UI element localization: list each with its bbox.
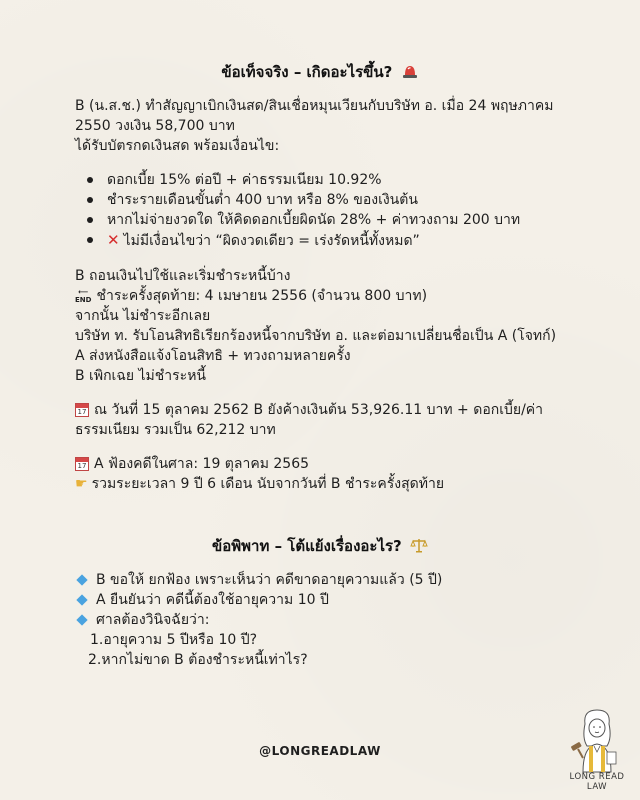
bullet-dot — [87, 217, 93, 223]
outstanding-debt-line: 17 ณ วันที่ 15 ตุลาคม 2562 B ยังค้างเงินต้น 53,926.11 บาท + ดอกเบี้ย/ค่า — [75, 400, 543, 420]
facts-intro-line-1: B (น.ส.ช.) ทำสัญญาเบิกเงินสด/สินเชื่อหมุนเวียนกับบริษัท อ. เมื่อ 24 พฤษภาคม — [75, 98, 554, 114]
facts-intro-line-2: 2550 วงเงิน 58,700 บาท — [75, 118, 235, 134]
bullet-dot — [87, 177, 93, 183]
question-2: 2.หากไม่ขาด B ต้องชำระหนี้เท่าไร? — [88, 652, 308, 668]
bullet-dot — [87, 197, 93, 203]
facts-intro-line-3: ได้รับบัตรกดเงินสด พร้อมเงื่อนไข: — [75, 138, 280, 154]
facts-title: ข้อเท็จจริง – เกิดอะไรขึ้น? — [0, 60, 640, 84]
blue-diamond-icon — [76, 614, 87, 625]
conditions-list — [85, 170, 520, 251]
logo-text — [560, 772, 634, 792]
logo-text-line-2: LAW — [586, 782, 608, 792]
facts-paragraph-3: จากนั้น ไม่ชำระอีกเลย — [75, 308, 211, 324]
dispute-item-3: ศาลต้องวินิจฉัยว่า: — [75, 610, 209, 630]
dispute-item-2: A ยืนยันว่า คดีนี้ต้องใช้อายุความ 10 ปี — [75, 590, 329, 610]
facts-paragraph-4: บริษัท ท. รับโอนสิทธิเรียกร้องหนี้จากบริษัท อ. และต่อมาเปลี่ยนชื่อเป็น A (โจทก์) — [75, 328, 557, 344]
blue-diamond-icon — [76, 594, 87, 605]
facts-paragraph-5: A ส่งหนังสือแจ้งโอนสิทธิ + ทวงถามหลายครั้ง — [75, 348, 351, 364]
list-item: ดอกเบี้ย 15% ต่อปี + ค่าธรรมเนียม 10.92% — [85, 170, 520, 190]
blue-diamond-icon — [76, 574, 87, 585]
calendar-icon: 17 — [75, 457, 89, 471]
list-item: หากไม่จ่ายงวดใด ให้คิดดอกเบี้ยผิดนัด 28% + ค่าทวงถาม 200 บาท — [85, 210, 520, 230]
pointing-hand-icon: ☛ — [75, 476, 88, 492]
scales-icon — [410, 537, 428, 553]
dispute-title: ข้อพิพาท – โต้แย้งเรื่องอะไร? — [0, 534, 640, 558]
duration-line: ☛ รวมระยะเวลา 9 ปี 6 เดือน นับจากวันที่ B ชำระครั้งสุดท้าย — [75, 476, 445, 492]
bullet-dot — [87, 237, 93, 243]
dispute-item-1: B ขอให้ ยกฟ้อง เพราะเห็นว่า คดีขาดอายุความแล้ว (5 ปี) — [75, 570, 442, 590]
calendar-icon: 17 — [75, 403, 89, 417]
logo-text-line-1: LONG READ — [569, 772, 625, 782]
question-1: 1.อายุความ 5 ปีหรือ 10 ปี? — [90, 632, 258, 648]
list-item: ✕ ไม่มีเงื่อนไขว่า “ผิดงวดเดียว = เร่งรัดหนี้ทั้งหมด” — [85, 230, 520, 251]
end-arrow-icon: ⟵ END — [75, 288, 92, 304]
cross-mark-icon: ✕ — [107, 231, 120, 249]
facts-paragraph-1: B ถอนเงินไปใช้และเริ่มชำระหนี้บ้าง — [75, 268, 291, 284]
outstanding-debt-line-2: ธรรมเนียม รวมเป็น 62,212 บาท — [75, 422, 276, 438]
facts-paragraph-6: B เพิกเฉย ไม่ชำระหนี้ — [75, 368, 206, 384]
police-light-icon — [401, 63, 419, 79]
social-handle: @LONGREADLAW — [259, 744, 381, 758]
last-payment-line: ⟵ END ชำระครั้งสุดท้าย: 4 เมษายน 2556 (จำนวน 800 บาท) — [75, 288, 428, 304]
list-item: ชำระรายเดือนขั้นต่ำ 400 บาท หรือ 8% ของเงินต้น — [85, 190, 520, 210]
lawsuit-date-line: 17 A ฟ้องคดีในศาล: 19 ตุลาคม 2565 — [75, 454, 309, 474]
